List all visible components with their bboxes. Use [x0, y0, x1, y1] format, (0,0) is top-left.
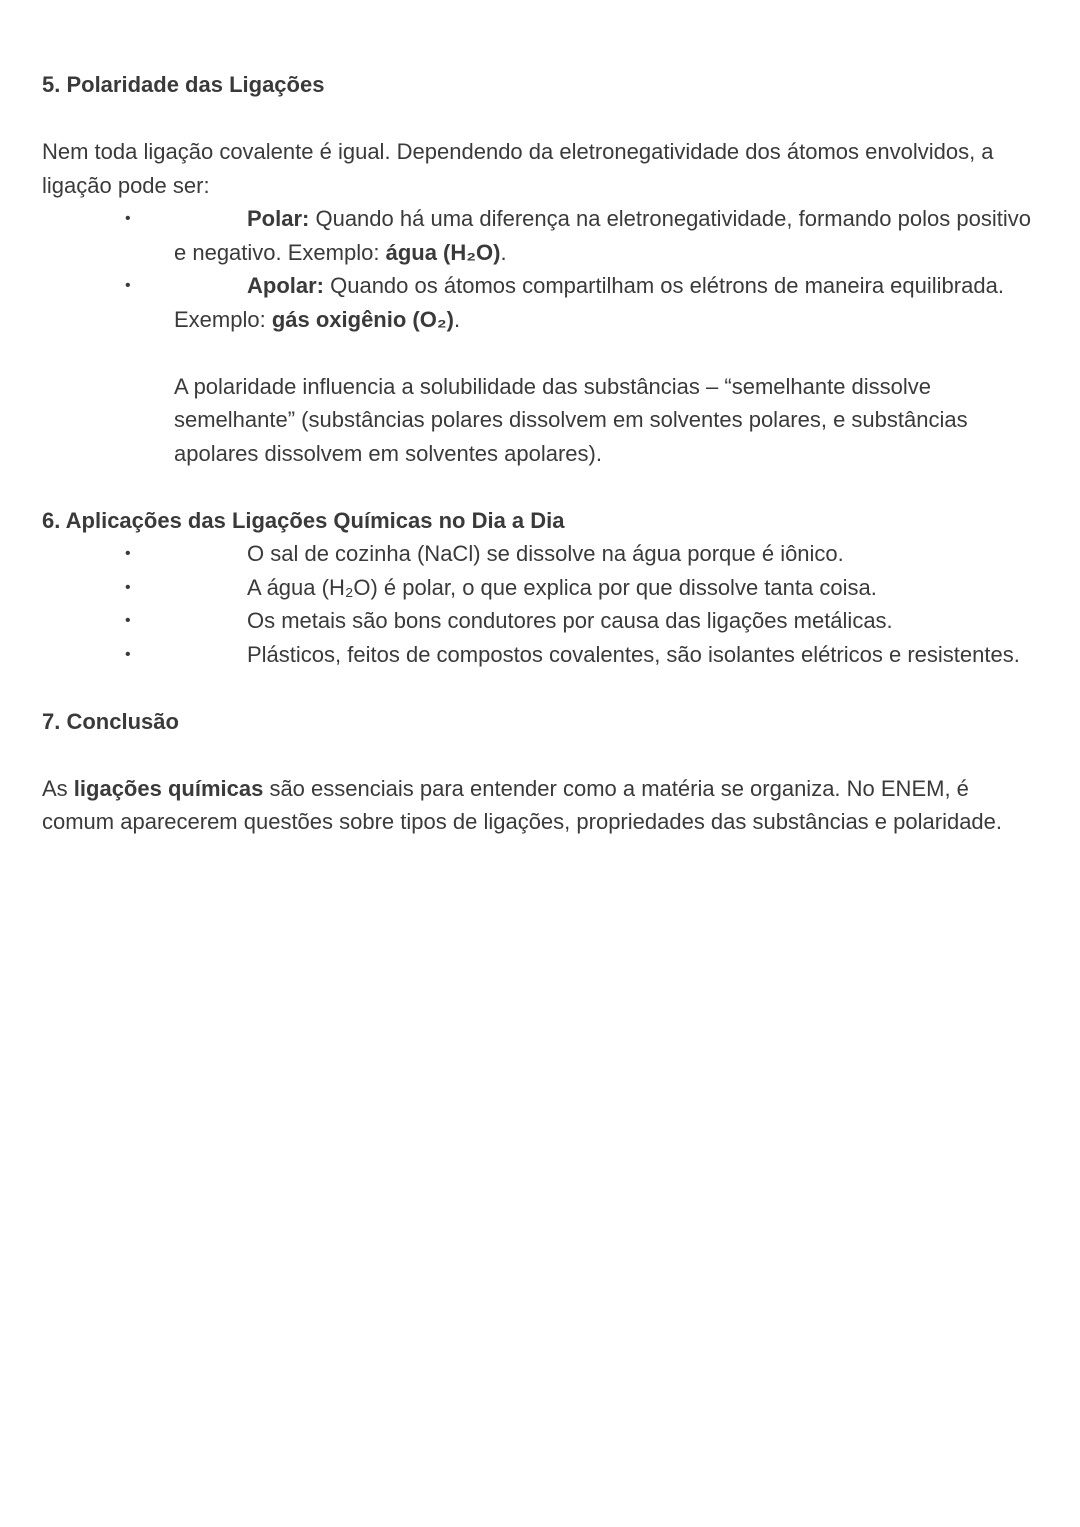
section-6-heading: 6. Aplicações das Ligações Químicas no Dia a Dia	[42, 507, 565, 533]
conclusion-paragraph	[42, 772, 1042, 839]
list-item-text: O sal de cozinha (NaCl) se dissolve na água porque é iônico.	[247, 541, 844, 566]
polar-tail: .	[500, 239, 507, 265]
polarity-note: A polaridade influencia a solubilidade das substâncias – “semelhante dissolve semelhante” (substâncias polares dissolvem em solventes polares, e substâncias apolares dissolvem em solventes apolares).	[174, 373, 968, 466]
polarity-list	[42, 202, 1042, 336]
polar-label: Polar:	[247, 206, 310, 231]
list-item-polar	[125, 202, 1034, 269]
list-item	[125, 571, 1034, 605]
list-item-text: A água (H₂O) é polar, o que explica por que dissolve tanta coisa.	[247, 574, 877, 600]
section-5-heading: 5. Polaridade das Ligações	[42, 72, 325, 97]
bullet-icon: •	[125, 277, 131, 294]
section-7-heading: 7. Conclusão	[42, 708, 179, 734]
section-5-intro: Nem toda ligação covalente é igual. Dependendo da eletronegatividade dos átomos envolvidos, a ligação pode ser:	[42, 139, 994, 198]
bullet-icon: •	[125, 645, 131, 663]
bullet-icon: •	[125, 578, 131, 596]
apolar-text: Quando os átomos compartilham os elétrons de maneira equilibrada. Exemplo:	[174, 273, 1004, 332]
conclusion-text: são essenciais para entender como a matéria se organiza. No ENEM, é comum aparecerem questões sobre tipos de ligações, propriedades das substâncias e polaridade.	[42, 775, 1003, 834]
conclusion-bold: ligações químicas	[73, 775, 264, 801]
bullet-icon: •	[125, 612, 131, 629]
apolar-tail: .	[453, 306, 461, 332]
polar-example: água (H₂O)	[385, 239, 501, 265]
list-item-apolar	[125, 269, 1034, 336]
polar-text: Quando há uma diferença na eletronegatividade, formando polos positivo e negativo. Exemplo:	[174, 206, 1031, 265]
list-item-text: Os metais são bons condutores por causa das ligações metálicas.	[247, 608, 893, 633]
list-item	[125, 537, 1034, 571]
bullet-icon: •	[125, 545, 131, 562]
list-item	[125, 604, 1034, 638]
list-item	[125, 638, 1034, 672]
list-item-text: Plásticos, feitos de compostos covalentes, são isolantes elétricos e resistentes.	[247, 641, 1020, 667]
applications-list	[42, 537, 1042, 671]
apolar-example: gás oxigênio (O₂)	[271, 306, 454, 332]
document-page	[42, 68, 1042, 839]
bullet-icon: •	[125, 210, 131, 227]
conclusion-prefix: As	[42, 775, 74, 801]
apolar-label: Apolar:	[247, 273, 324, 298]
